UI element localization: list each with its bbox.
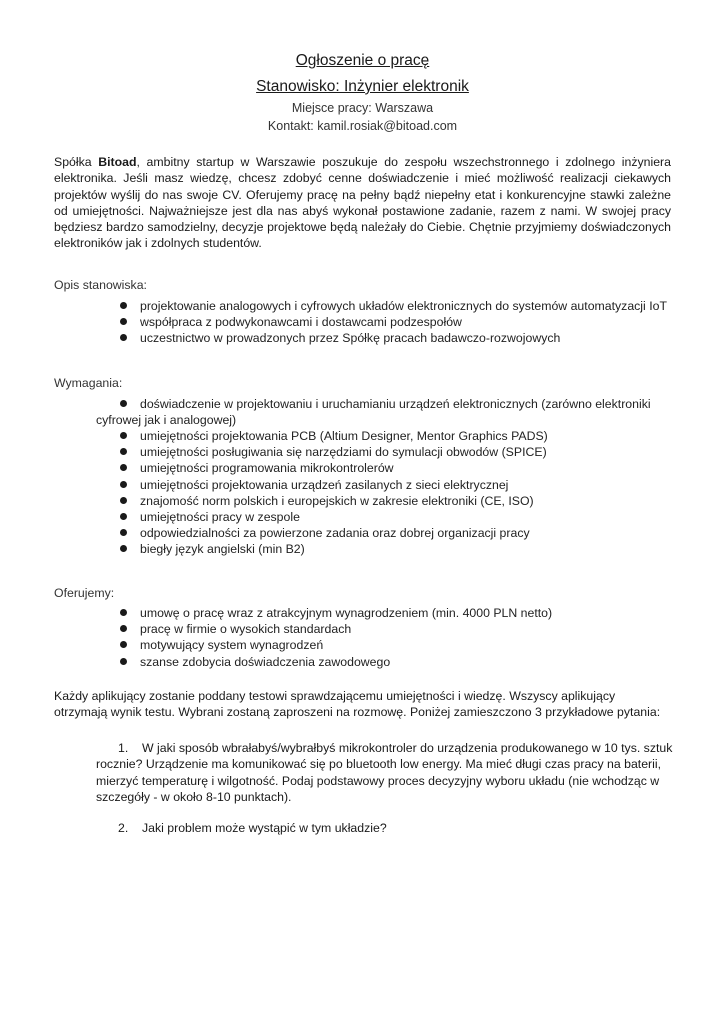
list-item: umowę o pracę wraz z atrakcyjnym wynagrodzeniem (min. 4000 PLN netto) (118, 605, 678, 621)
description-list (118, 298, 678, 347)
work-location: Miejsce pracy: Warszawa (291, 101, 434, 115)
list-item: współpraca z podwykonawcami i dostawcami podzespołów (118, 314, 678, 330)
list-item: motywujący system wynagrodzeń (118, 637, 678, 653)
list-item: pracę w firmie o wysokich standardach (118, 621, 678, 637)
bullet-icon (120, 432, 127, 439)
bullet-icon (120, 302, 127, 309)
bullet-icon (120, 400, 127, 407)
question-2 (96, 820, 676, 836)
list-item: umiejętności pracy w zespole (118, 509, 678, 525)
bullet-icon (120, 545, 127, 552)
list-item: uczestnictwo w prowadzonych przez Spółkę pracach badawczo-rozwojowych (118, 330, 678, 346)
bullet-icon (120, 658, 127, 665)
bullet-icon (120, 481, 127, 488)
list-item: doświadczenie w projektowaniu i uruchamianiu urządzeń elektronicznych (zarówno elektroniki cyfrowej jak i analogowej) (96, 397, 651, 428)
bullet-icon (120, 448, 127, 455)
offer-list (118, 605, 678, 670)
bullet-icon (120, 334, 127, 341)
company-name: Bitoad (98, 155, 137, 169)
list-item: umiejętności projektowania PCB (Altium Designer, Mentor Graphics PADS) (118, 428, 678, 444)
bullet-icon (120, 641, 127, 648)
contact-info: Kontakt: kamil.rosiak@bitoad.com (267, 119, 458, 133)
list-item: znajomość norm polskich i europejskich w zakresie elektroniki (CE, ISO) (118, 493, 678, 509)
bullet-icon (120, 497, 127, 504)
list-item: szanse zdobycia doświadczenia zawodowego (118, 654, 678, 670)
position-title: Stanowisko: Inżynier elektronik (256, 78, 469, 95)
intro-paragraph (54, 154, 671, 252)
list-item: odpowiedzialności za powierzone zadania oraz dobrej organizacji pracy (118, 525, 678, 541)
page-title: Ogłoszenie o pracę (295, 52, 430, 69)
requirements-list (118, 428, 678, 558)
bullet-icon (120, 464, 127, 471)
intro-prefix: Spółka (54, 155, 99, 169)
question-number: 2. (118, 821, 129, 835)
bullet-icon (120, 513, 127, 520)
offer-label: Oferujemy: (54, 586, 115, 600)
bullet-icon (120, 609, 127, 616)
testing-paragraph: Każdy aplikujący zostanie poddany testowi sprawdzającemu umiejętności i wiedzę. Wszyscy aplikujący otrzymają wynik testu. Wybrani zostaną zaproszeni na rozmowę. Poniżej zamieszczono 3 przykładowe pytania: (54, 689, 661, 720)
question-text: W jaki sposób wbrałabyś/wybrałbyś mikrokontroler do urządzenia produkowanego w 10 tys. sztuk rocznie? Urządzenie ma komunikować się po bluetooth low energy. Ma mieć długi czas pracy na baterii, mierzyć temperaturę i wilgotność. Podaj podstawowy proces decyzyjny wyboru układu (nie wchodząc w szczegóły - w około 8-10 punktach). (96, 741, 673, 804)
intro-text: , ambitny startup w Warszawie poszukuje do zespołu wszechstronnego i zdolnego inżyniera elektronika. Jeśli masz wiedzę, chcesz zdobyć cenne doświadczenie i mieć możliwość realizacji ciekawych projektów wyślij do nas swoje CV. Oferujemy pracę na pełny bądź niepełny etat i konkurencyjne stawki zależne od umiejętności. Najważniejsze jest dla nas abyś wykonał postawione zadanie, razem z nami. W swojej pracy będziesz bardzo samodzielny, decyzje projektowe będą należały do Ciebie. Chętnie przyjmiemy doświadczonych elektroników jak i zdolnych studentów. (54, 155, 671, 251)
list-item: umiejętności projektowania urządzeń zasilanych z sieci elektrycznej (118, 477, 678, 493)
question-1 (96, 740, 676, 805)
bullet-icon (120, 625, 127, 632)
question-number: 1. (118, 741, 129, 755)
bullet-icon (120, 318, 127, 325)
description-label: Opis stanowiska: (54, 278, 147, 292)
list-item: biegły język angielski (min B2) (118, 541, 678, 557)
list-item: projektowanie analogowych i cyfrowych układów elektronicznych do systemów automatyzacji IoT (118, 298, 678, 314)
list-item: umiejętności posługiwania się narzędziami do symulacji obwodów (SPICE) (118, 444, 678, 460)
bullet-icon (120, 529, 127, 536)
requirements-label: Wymagania: (54, 376, 123, 390)
list-item: umiejętności programowania mikrokontrolerów (118, 460, 678, 476)
question-text: Jaki problem może wystąpić w tym układzie? (142, 821, 387, 835)
